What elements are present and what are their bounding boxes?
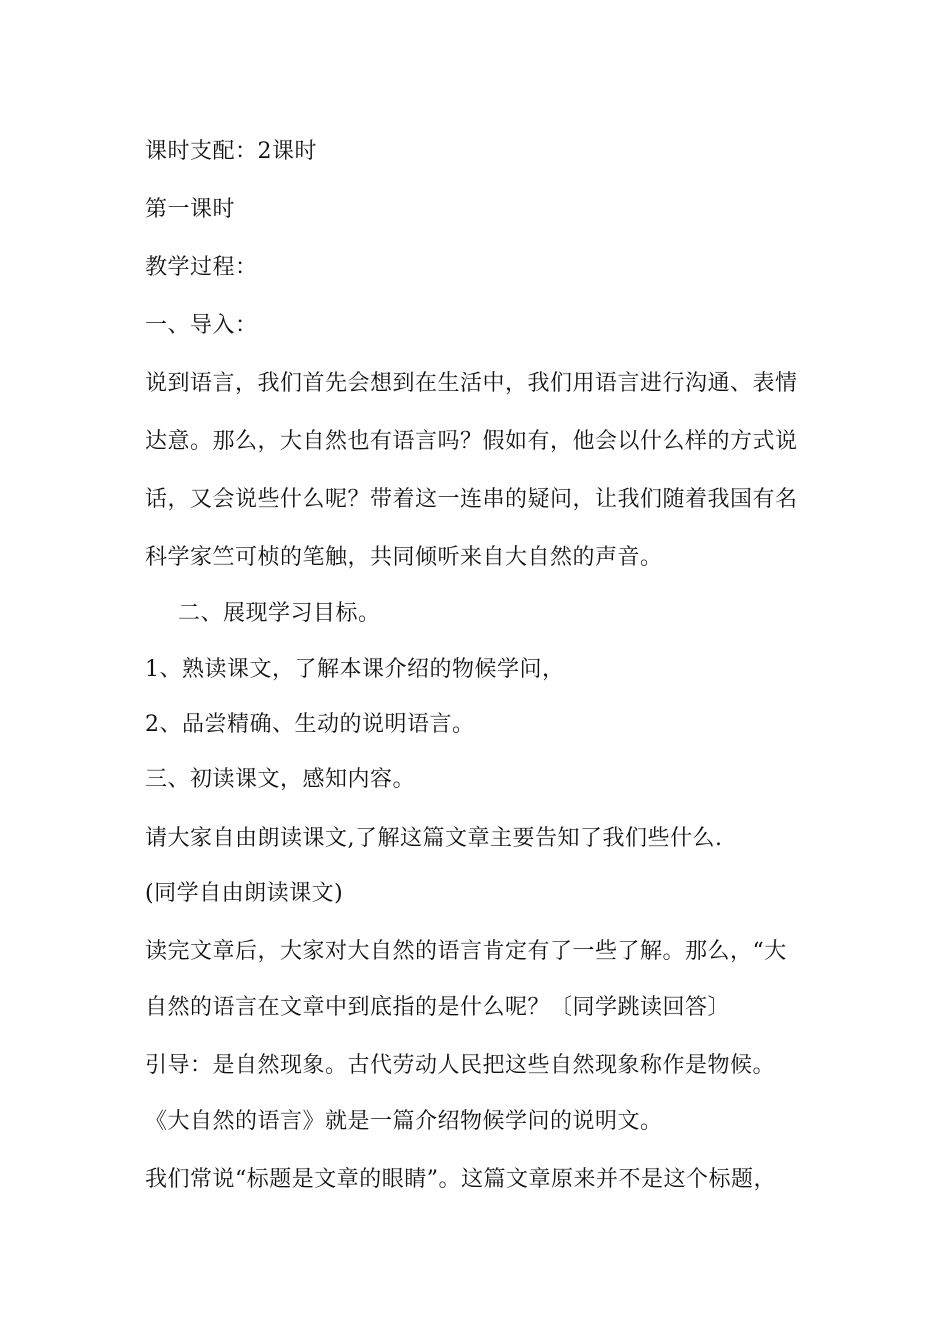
teaching-process-heading: 教学过程： xyxy=(145,255,258,280)
text-genre-line: 《大自然的语言》就是一篇介绍物候学问的说明文。 xyxy=(145,1109,663,1134)
intro-paragraph-line-1: 说到语言，我们首先会想到在生活中，我们用语言进行沟通、表情 xyxy=(145,371,798,396)
intro-paragraph-line-3: 话，又会说些什么呢？带着这一连串的疑问，让我们随着我国有名 xyxy=(145,487,798,512)
title-discussion-line: 我们常说“标题是文章的眼睛”。这篇文章原来并不是这个标题， xyxy=(145,1167,776,1192)
intro-paragraph-line-4: 科学家竺可桢的笔触，共同倾听来自大自然的声音。 xyxy=(145,545,663,570)
goal-item-2: 2、品尝精确、生动的说明语言。 xyxy=(145,712,475,737)
question-paragraph-line-2: 自然的语言在文章中到底指的是什么呢？〔同学跳读回答〕 xyxy=(145,995,731,1020)
class-hours-line: 课时支配：2课时 xyxy=(145,139,317,164)
student-activity-note: (同学自由朗读课文) xyxy=(145,881,344,906)
section-first-reading-heading: 三、初读课文，感知内容。 xyxy=(145,767,416,792)
guidance-line: 引导：是自然现象。古代劳动人民把这些自然现象称作是物候。 xyxy=(145,1053,776,1078)
question-paragraph-line-1: 读完文章后，大家对大自然的语言肯定有了一些了解。那么，“大 xyxy=(145,939,787,964)
first-lesson-heading: 第一课时 xyxy=(145,197,236,222)
section-intro-heading: 一、导入： xyxy=(145,313,258,338)
goal-item-1: 1、熟读课文，了解本课介绍的物候学问， xyxy=(145,657,565,682)
reading-instruction: 请大家自由朗读课文,了解这篇文章主要告知了我们些什么. xyxy=(145,826,723,851)
section-goals-heading: 二、展现学习目标。 xyxy=(178,601,381,626)
intro-paragraph-line-2: 达意。那么，大自然也有语言吗？假如有，他会以什么样的方式说 xyxy=(145,429,798,454)
